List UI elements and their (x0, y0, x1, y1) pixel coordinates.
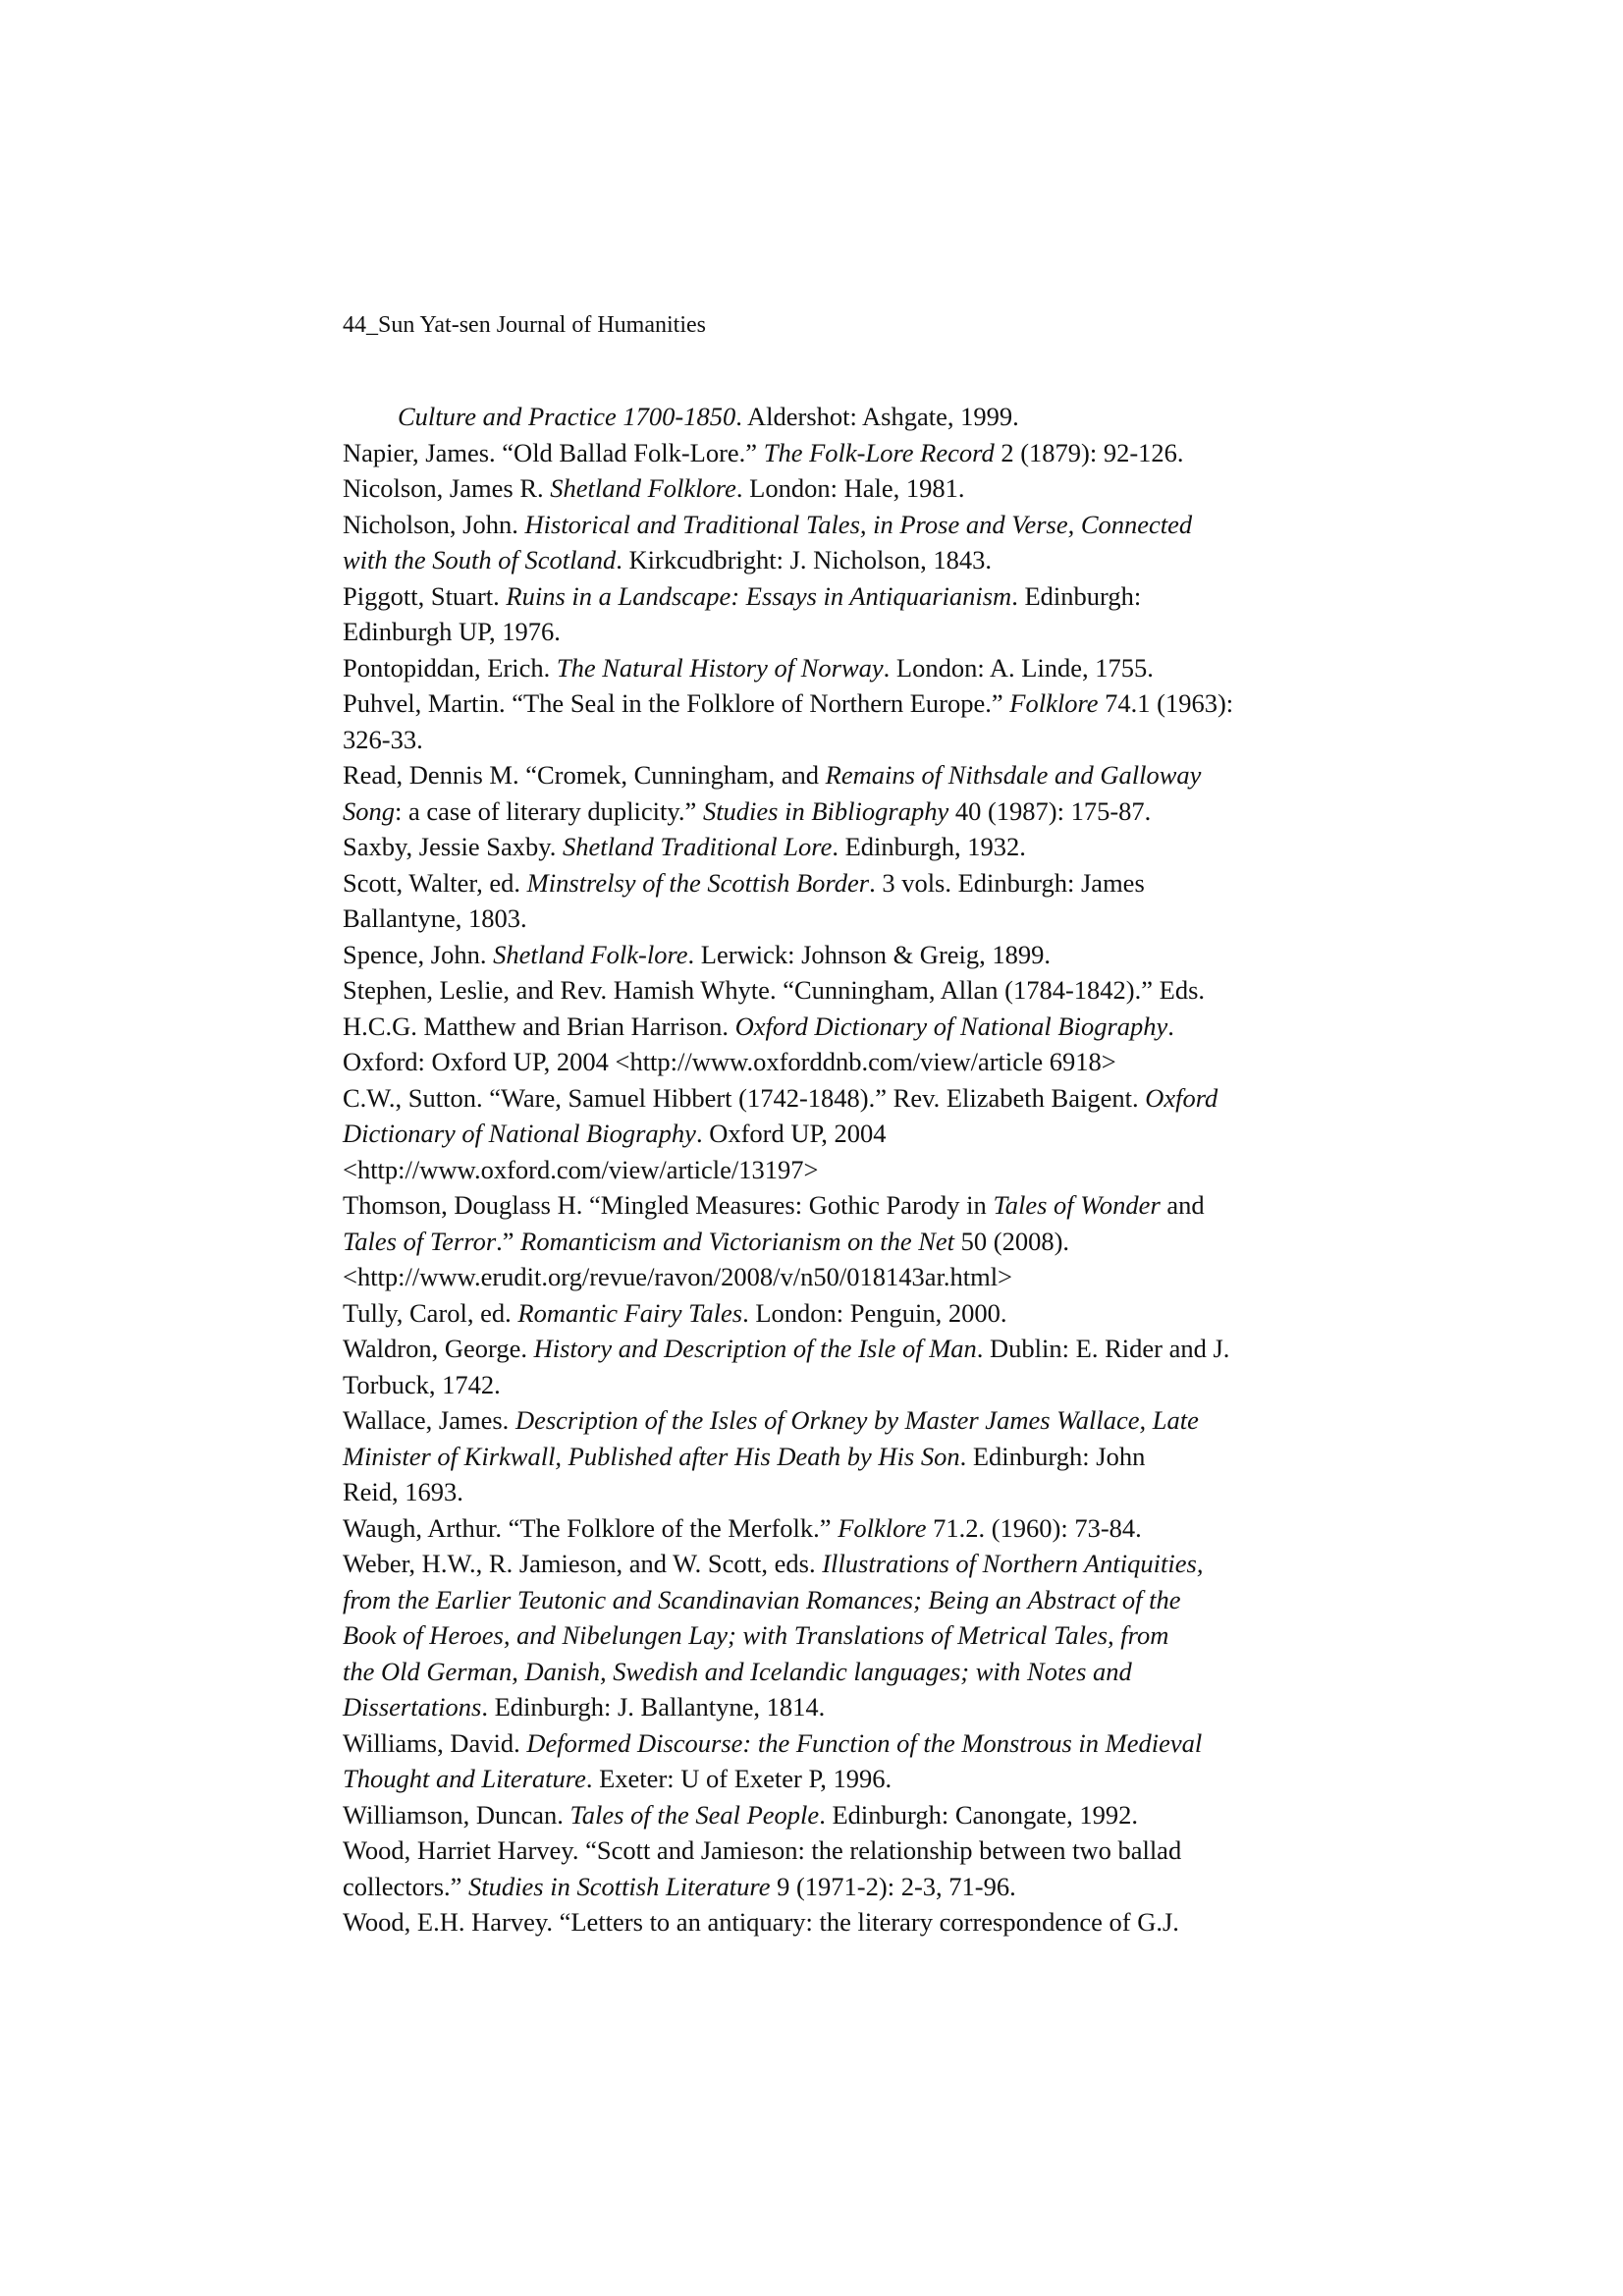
reference-text: . Edinburgh: Canongate, 1992. (819, 1799, 1139, 1830)
reference-italic-text: Tales of the Seal People (569, 1799, 820, 1830)
reference-text: 326-33. (343, 724, 423, 754)
reference-italic-text: Song (343, 795, 395, 826)
reference-text: Scott, Walter, ed. (343, 867, 527, 898)
reference-entry (343, 1797, 1315, 1833)
reference-italic-text: Culture and Practice 1700-1850 (398, 402, 736, 431)
reference-line (343, 1797, 1315, 1833)
reference-italic-text: from the Earlier Teutonic and Scandinavian Romances; Being an Abstract of the (343, 1584, 1181, 1614)
reference-line (343, 1510, 1315, 1547)
reference-line (343, 542, 1315, 578)
reference-italic-text: Romanticism and Victorianism on the Net (520, 1226, 955, 1256)
reference-italic-text: Shetland Folklore (550, 473, 736, 503)
reference-text: . London: Penguin, 2000. (742, 1297, 1007, 1328)
reference-text: . Kirkcudbright: J. Nicholson, 1843. (616, 545, 992, 574)
reference-text: 9 (1971-2): 2-3, 71-96. (770, 1871, 1016, 1901)
reference-italic-text: Book of Heroes, and Nibelungen Lay; with Translations of Metrical Tales, from (343, 1620, 1169, 1650)
reference-line (343, 1259, 1315, 1295)
reference-text: . London: Hale, 1981. (735, 473, 965, 503)
reference-italic-text: Dictionary of National Biography (343, 1119, 696, 1148)
running-header: 44_Sun Yat-sen Journal of Humanities (343, 312, 706, 338)
reference-italic-text: History and Description of the Isle of Man (533, 1334, 977, 1363)
reference-italic-text: Oxford Dictionary of National Biography (734, 1011, 1168, 1041)
reference-line (343, 1295, 1315, 1332)
reference-entry (343, 507, 1315, 578)
reference-line (343, 1402, 1315, 1439)
reference-line (343, 1224, 1315, 1260)
reference-italic-text: Oxford (1145, 1082, 1218, 1113)
reference-line (343, 1044, 1315, 1080)
reference-text: . Aldershot: Ashgate, 1999. (735, 402, 1019, 431)
reference-entry (343, 1725, 1315, 1797)
reference-line (343, 1009, 1315, 1045)
reference-line (343, 1439, 1315, 1475)
reference-text: <http://www.erudit.org/revue/ravon/2008/v/n50/018143ar.html> (343, 1262, 1012, 1291)
reference-text: Wallace, James. (343, 1405, 515, 1435)
reference-text: . Exeter: U of Exeter P, 1996. (585, 1764, 893, 1793)
reference-text: . Edinburgh, 1932. (832, 832, 1026, 861)
reference-text: Read, Dennis M. “Cromek, Cunningham, and (343, 760, 826, 790)
reference-line (343, 614, 1315, 650)
reference-italic-text: Minstrelsy of the Scottish Border (526, 867, 870, 898)
reference-line (343, 1116, 1315, 1152)
reference-line (343, 578, 1315, 615)
reference-entry (343, 1904, 1315, 1941)
reference-text: .” (496, 1226, 521, 1256)
reference-entry (343, 650, 1315, 686)
reference-text: . London: A. Linde, 1755. (883, 652, 1154, 683)
reference-line (343, 1761, 1315, 1797)
reference-entry (343, 972, 1315, 1080)
reference-italic-text: Studies in Scottish Literature (468, 1871, 771, 1901)
reference-line (343, 1582, 1315, 1618)
reference-line (343, 1331, 1315, 1367)
reference-text: . Dublin: E. Rider and J. (976, 1334, 1230, 1363)
reference-text: Tully, Carol, ed. (343, 1297, 518, 1328)
reference-text: Reid, 1693. (343, 1477, 463, 1506)
reference-text: 2 (1879): 92-126. (994, 437, 1184, 467)
reference-text: Weber, H.W., R. Jamieson, and W. Scott, eds. (343, 1549, 823, 1578)
reference-line (343, 1546, 1315, 1582)
reference-italic-text: Shetland Folk-lore (493, 939, 688, 969)
reference-entry (343, 1295, 1315, 1332)
reference-line (343, 1617, 1315, 1654)
reference-text: H.C.G. Matthew and Brian Harrison. (343, 1011, 735, 1041)
reference-line (343, 470, 1315, 507)
reference-italic-text: Remains of Nithsdale and Galloway (825, 760, 1202, 790)
reference-entry (343, 470, 1315, 507)
reference-text: . (1167, 1011, 1174, 1041)
reference-line (343, 865, 1315, 902)
reference-line (343, 1725, 1315, 1762)
reference-text: . 3 vols. Edinburgh: James (869, 867, 1145, 898)
reference-text: : a case of literary duplicity.” (395, 795, 703, 826)
reference-entry (343, 1510, 1315, 1547)
reference-italic-text: Illustrations of Northern Antiquities, (822, 1549, 1204, 1578)
reference-text: Ballantyne, 1803. (343, 903, 527, 933)
reference-entry (343, 435, 1315, 471)
reference-text: . Oxford UP, 2004 (695, 1119, 887, 1148)
reference-italic-text: Ruins in a Landscape: Essays in Antiquarianism (506, 580, 1012, 611)
reference-line (343, 1869, 1315, 1905)
reference-text: Williamson, Duncan. (343, 1799, 570, 1830)
reference-text: Piggott, Stuart. (343, 580, 507, 611)
reference-italic-text: Tales of Wonder (993, 1190, 1161, 1220)
reference-italic-text: Historical and Traditional Tales, in Prose and Verse, Connected (524, 509, 1193, 539)
reference-entry-continued (343, 399, 1315, 435)
reference-italic-text: Minister of Kirkwall, Published after His Death by His Son (343, 1441, 960, 1471)
reference-italic-text: Romantic Fairy Tales (517, 1297, 743, 1328)
reference-text: . Lerwick: Johnson & Greig, 1899. (687, 939, 1052, 969)
reference-text: Wood, Harriet Harvey. “Scott and Jamieson: the relationship between two ballad (343, 1835, 1182, 1865)
reference-entry (343, 757, 1315, 829)
reference-line (343, 722, 1315, 758)
reference-entry (343, 865, 1315, 937)
reference-line (343, 685, 1315, 722)
reference-text: 74.1 (1963): (1098, 688, 1234, 718)
reference-text: Napier, James. “Old Ballad Folk-Lore.” (343, 437, 764, 467)
reference-text: Edinburgh UP, 1976. (343, 617, 561, 646)
reference-line (343, 972, 1315, 1009)
reference-line (343, 1080, 1315, 1117)
reference-italic-text: Folklore (838, 1512, 927, 1543)
reference-entry (343, 1832, 1315, 1904)
reference-italic-text: Shetland Traditional Lore (563, 832, 833, 861)
reference-entry (343, 829, 1315, 865)
reference-entry (343, 1080, 1315, 1188)
reference-line (343, 1152, 1315, 1188)
reference-text: . Edinburgh: John (959, 1441, 1146, 1471)
reference-text: C.W., Sutton. “Ware, Samuel Hibbert (1742-1848).” Rev. Elizabeth Baigent. (343, 1082, 1146, 1113)
reference-entry (343, 1546, 1315, 1725)
reference-text: Wood, E.H. Harvey. “Letters to an antiquary: the literary correspondence of G.J. (343, 1907, 1179, 1937)
reference-italic-text: the Old German, Danish, Swedish and Icelandic languages; with Notes and (343, 1656, 1132, 1686)
reference-text: . Edinburgh: (1011, 580, 1142, 611)
reference-line (343, 507, 1315, 543)
reference-text: Waugh, Arthur. “The Folklore of the Merfolk.” (343, 1512, 839, 1543)
reference-italic-text: The Folk-Lore Record (763, 437, 995, 467)
reference-line (343, 937, 1315, 973)
reference-text: Thomson, Douglass H. “Mingled Measures: Gothic Parody in (343, 1190, 994, 1220)
reference-line (343, 650, 1315, 686)
reference-line (343, 1904, 1315, 1941)
reference-entry (343, 1187, 1315, 1295)
reference-line (343, 435, 1315, 471)
reference-line (398, 399, 1315, 435)
reference-italic-text: Deformed Discourse: the Function of the Monstrous in Medieval (526, 1727, 1203, 1758)
reference-line (343, 1367, 1315, 1403)
reference-line (343, 793, 1315, 830)
reference-line (343, 757, 1315, 793)
reference-text: Stephen, Leslie, and Rev. Hamish Whyte. “Cunningham, Allan (1784-1842).” Eds. (343, 975, 1206, 1005)
reference-text: Puhvel, Martin. “The Seal in the Folklore of Northern Europe.” (343, 688, 1010, 718)
reference-text: Nicolson, James R. (343, 473, 551, 503)
reference-italic-text: The Natural History of Norway (556, 652, 884, 683)
reference-text: Saxby, Jessie Saxby. (343, 832, 564, 861)
reference-italic-text: Thought and Literature (343, 1764, 586, 1793)
reference-line (343, 1654, 1315, 1690)
reference-text: Oxford: Oxford UP, 2004 <http://www.oxforddnb.com/view/article 6918> (343, 1047, 1116, 1076)
reference-text: collectors.” (343, 1871, 469, 1901)
reference-line (343, 1689, 1315, 1725)
reference-text: . Edinburgh: J. Ballantyne, 1814. (481, 1692, 826, 1722)
reference-line (343, 1832, 1315, 1869)
reference-italic-text: Folklore (1009, 688, 1099, 718)
reference-text: 50 (2008). (954, 1226, 1070, 1256)
reference-text: and (1160, 1190, 1205, 1220)
reference-italic-text: Description of the Isles of Orkney by Master James Wallace, Late (514, 1405, 1199, 1435)
reference-entry (343, 937, 1315, 973)
reference-entry (343, 1331, 1315, 1402)
reference-italic-text: Dissertations (343, 1692, 482, 1722)
reference-text: Nicholson, John. (343, 509, 525, 539)
reference-text: Torbuck, 1742. (343, 1369, 501, 1399)
reference-entry (343, 685, 1315, 757)
reference-list (343, 399, 1315, 1941)
reference-entry (343, 1402, 1315, 1510)
reference-entry (343, 578, 1315, 650)
reference-text: <http://www.oxford.com/view/article/13197> (343, 1154, 819, 1184)
reference-text: 40 (1987): 175-87. (948, 795, 1152, 826)
reference-text: Williams, David. (343, 1727, 527, 1758)
reference-text: 71.2. (1960): 73-84. (926, 1512, 1142, 1543)
reference-line (343, 1474, 1315, 1510)
reference-text: Spence, John. (343, 939, 494, 969)
reference-line (343, 829, 1315, 865)
reference-line (343, 901, 1315, 937)
reference-italic-text: Studies in Bibliography (702, 795, 949, 826)
reference-italic-text: with the South of Scotland (343, 545, 617, 574)
reference-text: Waldron, George. (343, 1334, 534, 1363)
reference-italic-text: Tales of Terror (343, 1226, 497, 1256)
reference-text: Pontopiddan, Erich. (343, 652, 557, 683)
reference-line (343, 1187, 1315, 1224)
